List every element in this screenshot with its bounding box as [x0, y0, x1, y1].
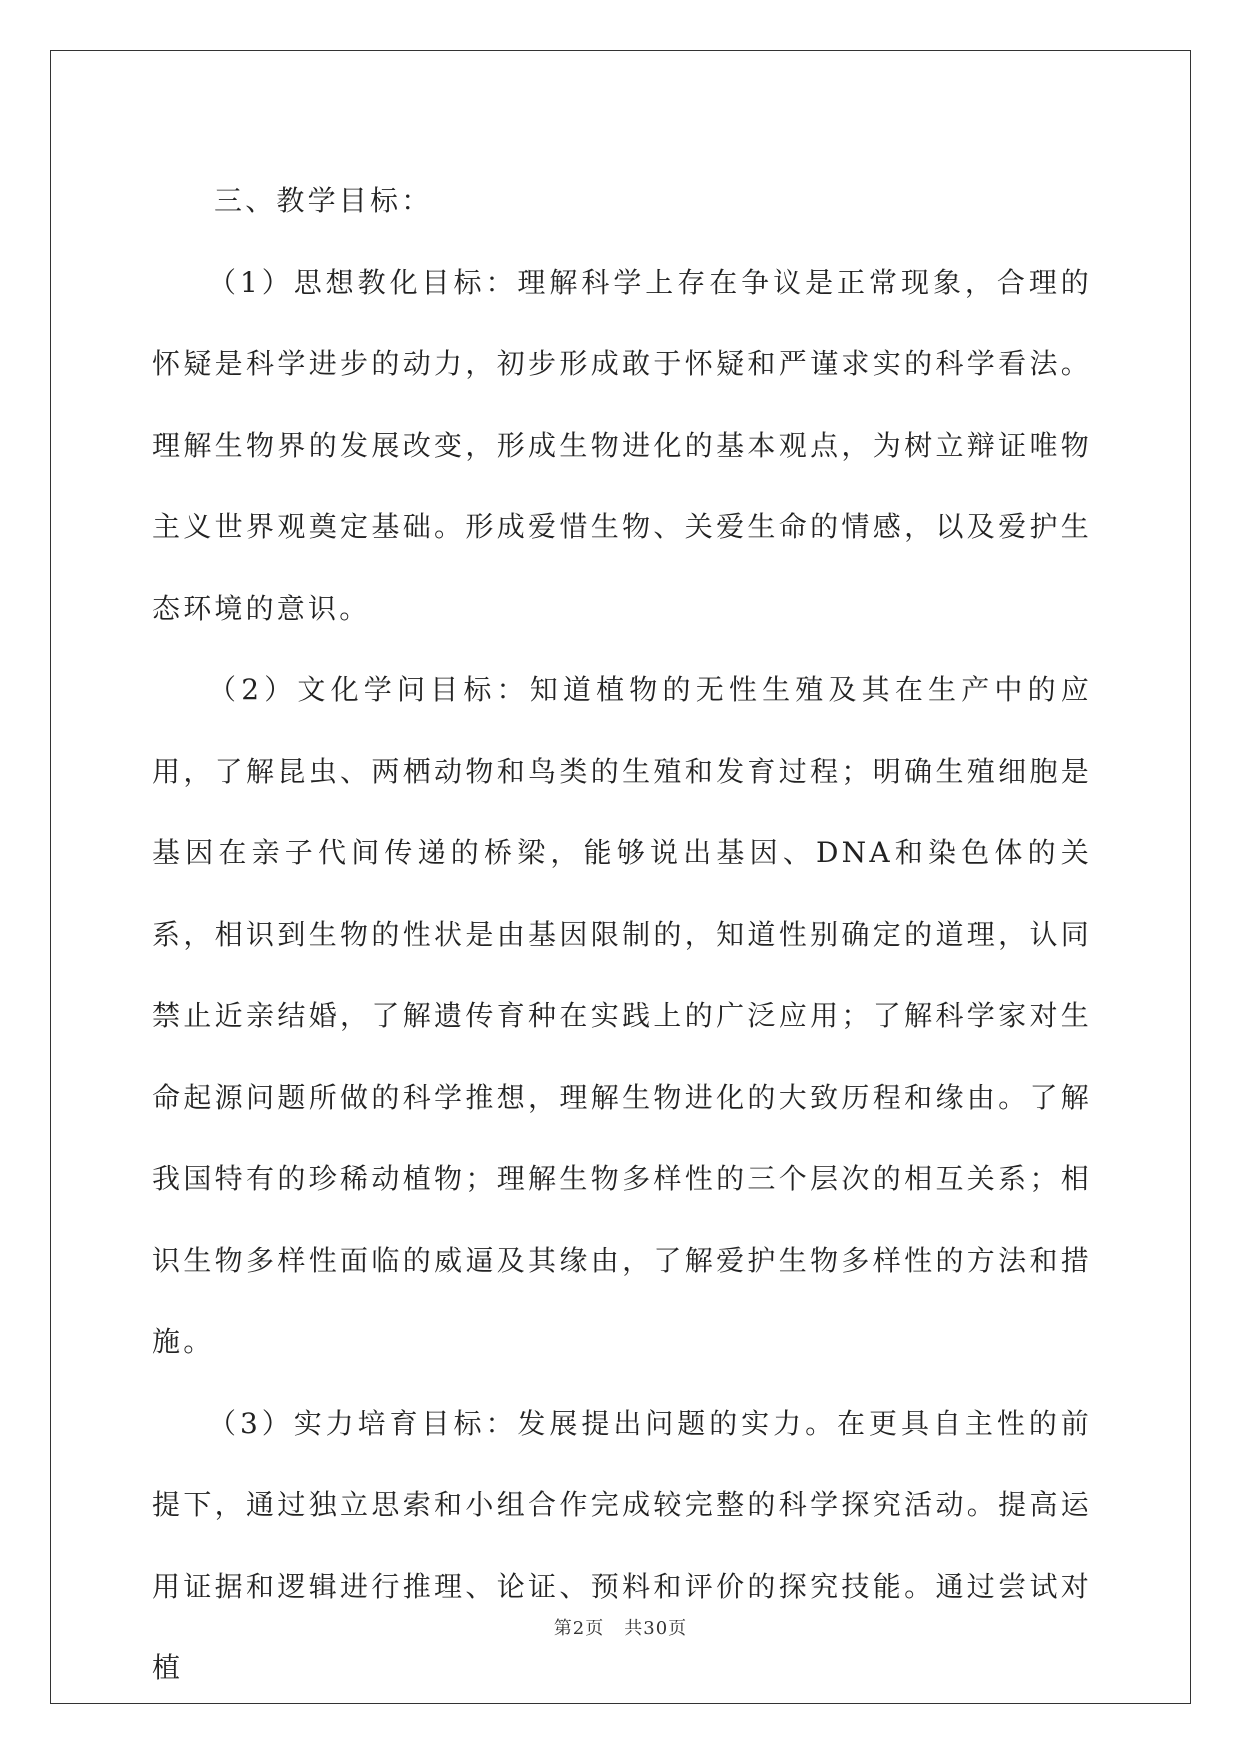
- page-total: 共30页: [624, 1618, 688, 1639]
- document-body: [152, 160, 1092, 1709]
- paragraph-knowledge-goal: （2）文化学问目标：知道植物的无性生殖及其在生产中的应用，了解昆虫、两栖动物和鸟类的生殖和发育过程；明确生殖细胞是基因在亲子代间传递的桥梁，能够说出基因、DNA和染色体的关系，相识到生物的性状是由基因限制的，知道性别确定的道理，认同禁止近亲结婚，了解遗传育种在实践上的广泛应用；了解科学家对生命起源问题所做的科学推想，理解生物进化的大致历程和缘由。了解我国特有的珍稀动植物；理解生物多样性的三个层次的相互关系；相识生物多样性面临的威逼及其缘由，了解爱护生物多样性的方法和措施。: [152, 673, 1092, 1358]
- page-number: 第2页: [553, 1618, 605, 1639]
- section-heading: 三、教学目标：: [214, 184, 433, 217]
- paragraph-ideological-goal: （1）思想教化目标：理解科学上存在争议是正常现象，合理的怀疑是科学进步的动力，初步形成敢于怀疑和严谨求实的科学看法。理解生物界的发展改变，形成生物进化的基本观点，为树立辩证唯物主义世界观奠定基础。形成爱惜生物、关爱生命的情感，以及爱护生态环境的意识。: [152, 265, 1092, 625]
- paragraph-ability-goal: （3）实力培育目标：发展提出问题的实力。在更具自主性的前提下，通过独立思索和小组合作完成较完整的科学探究活动。提高运用证据和逻辑进行推理、论证、预料和评价的探究技能。通过尝试对植: [152, 1406, 1092, 1684]
- page-footer: [0, 1614, 1241, 1640]
